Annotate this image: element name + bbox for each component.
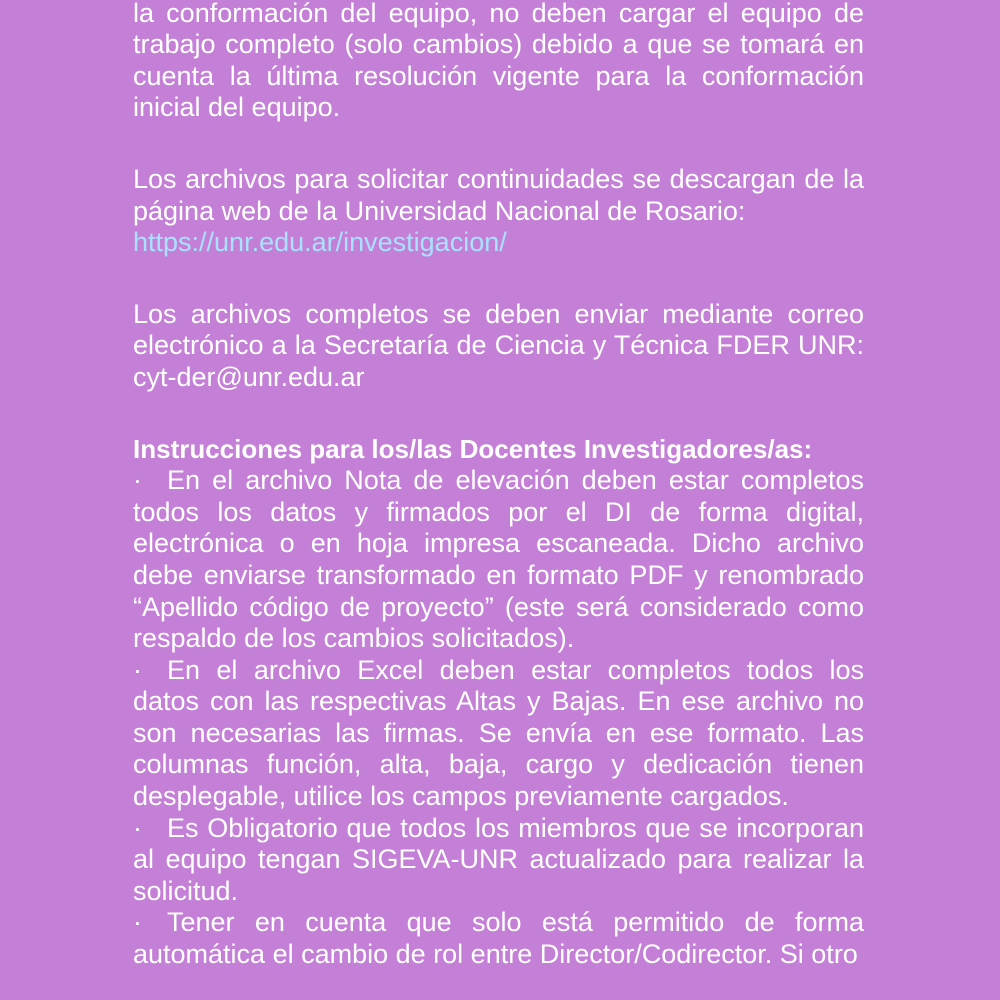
paragraph-download-files: [133, 164, 864, 259]
instructions-heading: Instrucciones para los/las Docentes Investigadores/as:: [133, 433, 813, 464]
instruction-item-text: Tener en cuenta que solo está permitido de forma automática el cambio de rol entre Director/Codirector. Si otro: [133, 907, 864, 970]
download-files-text: Los archivos para solicitar continuidades se descargan de la página web de la Universidad Nacional de Rosario:: [133, 163, 864, 226]
bullet-icon: ·: [133, 812, 142, 843]
instruction-item-excel: [133, 655, 864, 813]
instruction-item-text: En el archivo Excel deben estar completos todos los datos con las respectivas Altas y Bajas. En ese archivo no son necesarias las firmas. Se envía en ese formato. Las columnas función, alta, baja, cargo y dedicación tienen desplegable, utilice los campos previamente cargados.: [133, 654, 864, 812]
bullet-icon: ·: [133, 654, 142, 685]
unr-investigacion-link[interactable]: https://unr.edu.ar/investigacion/: [133, 227, 507, 258]
instruction-item-text: Es Obligatorio que todos los miembros que se incorporan al equipo tengan SIGEVA-UNR actualizado para realizar la solicitud.: [133, 812, 864, 906]
bullet-icon: ·: [133, 907, 142, 938]
instruction-item-sigeva: [133, 813, 864, 908]
instruction-item-text: En el archivo Nota de elevación deben estar completos todos los datos y firmados por el DI de forma digital, electrónica o en hoja impresa escaneada. Dicho archivo debe enviarse transformado en formato PDF y renombrado “Apellido código de proyecto” (este será considerado como respaldo de los cambios solicitados).: [133, 465, 864, 654]
document-content: [133, 0, 864, 971]
paragraph-team-changes: la conformación del equipo, no deben cargar el equipo de trabajo completo (solo cambios) debido a que se tomará en cuenta la última resolución vigente para la conformación inicial del equipo.: [133, 0, 864, 123]
spacer: [133, 124, 864, 164]
spacer: [133, 259, 864, 299]
spacer: [133, 394, 864, 434]
bullet-icon: ·: [133, 465, 142, 496]
instruction-item-cambio-rol: [133, 907, 864, 970]
paragraph-send-email: Los archivos completos se deben enviar mediante correo electrónico a la Secretaría de Ciencia y Técnica FDER UNR: cyt-der@unr.edu.ar: [133, 298, 864, 392]
instruction-item-nota-elevacion: [133, 465, 864, 655]
